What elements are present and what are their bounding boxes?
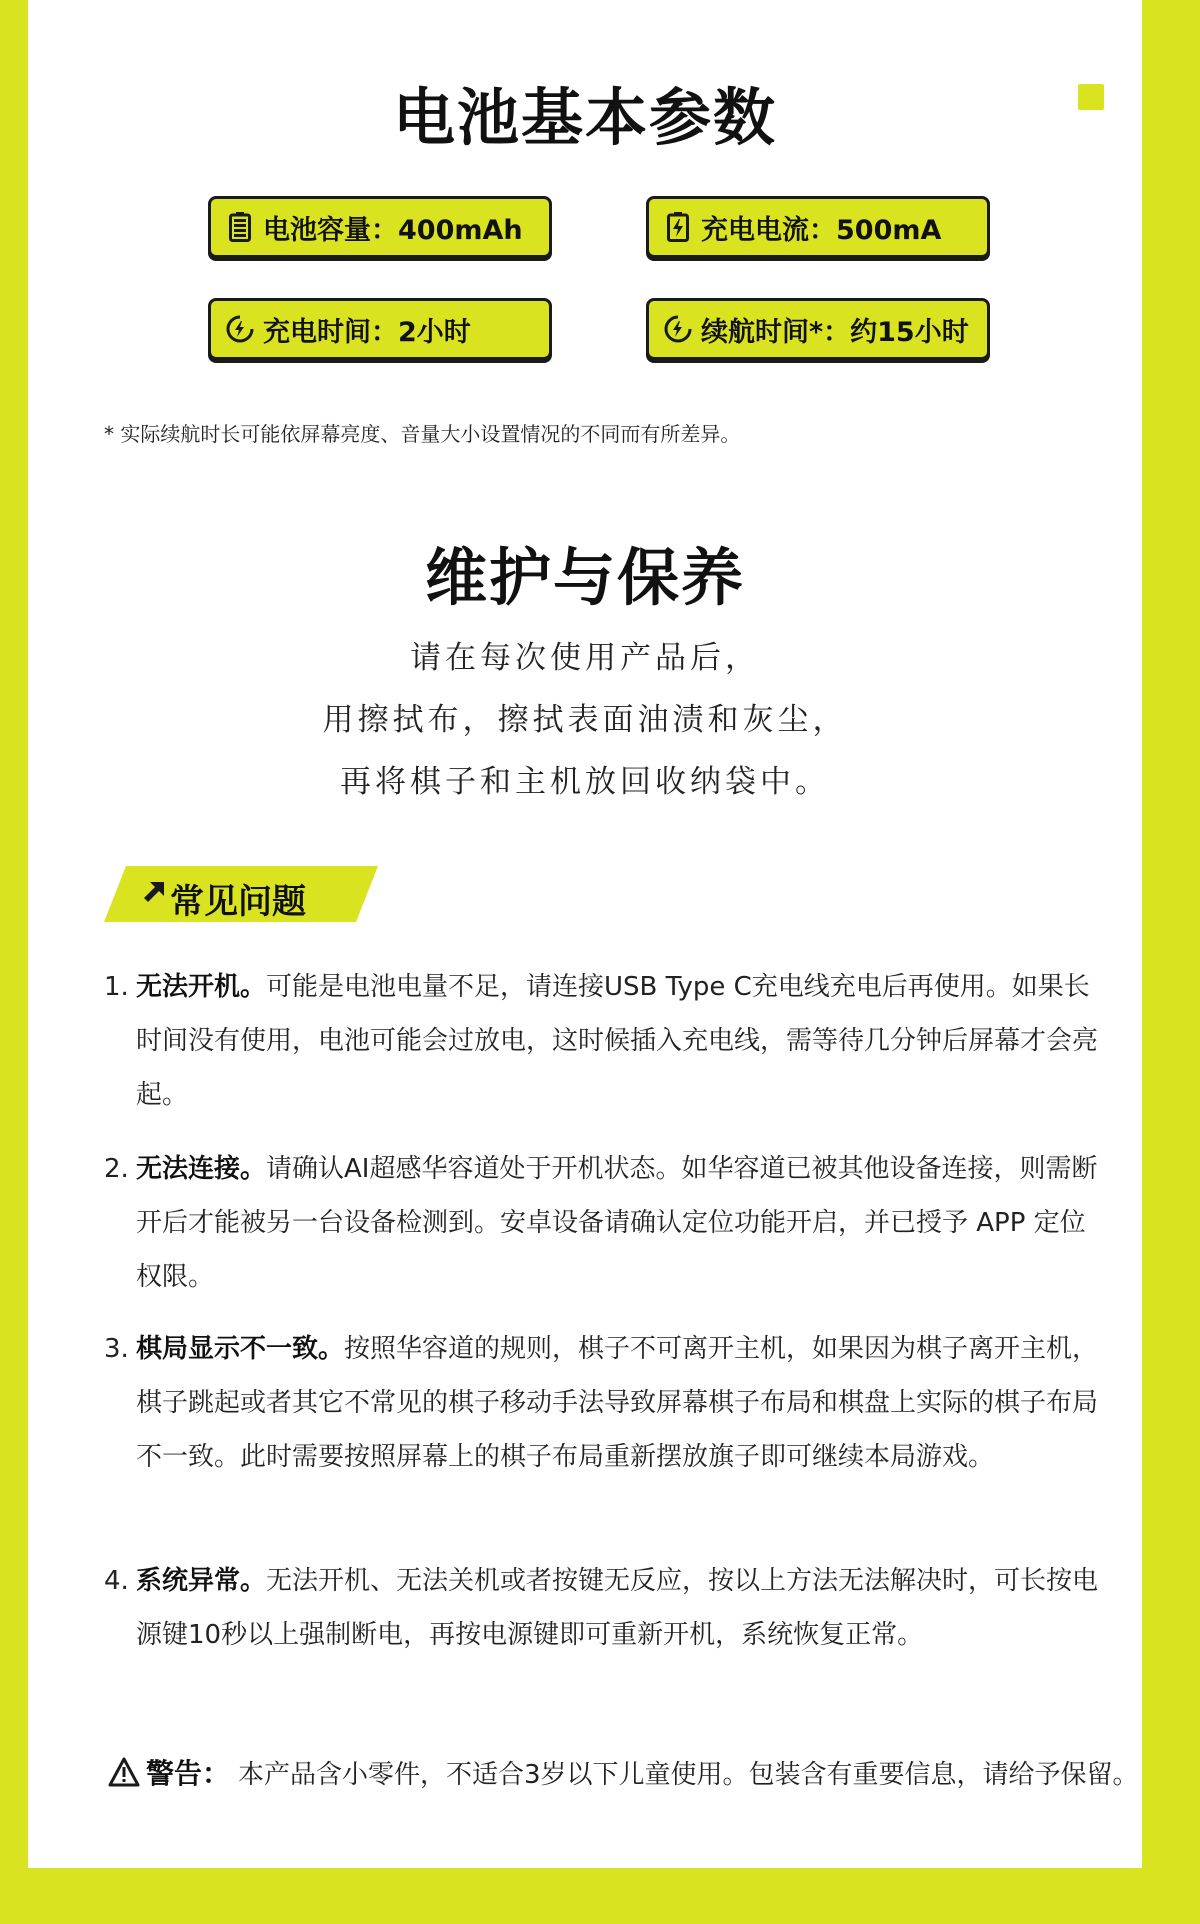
faq-item-text: 可能是电池电量不足，请连接USB Type C充电线充电后再使用。如果长时间没有使用，电池可能会过放电，这时候插入充电线，需等待几分钟后屏幕才会亮起。	[136, 972, 1099, 1110]
warning-triangle-icon	[108, 1757, 140, 1787]
spec-pill-capacity	[208, 196, 552, 258]
spec-label: 续航时间*：约15小时	[701, 316, 969, 348]
faq-item-number: 3.	[104, 1334, 129, 1364]
warning-text: 本产品含小零件，不适合3岁以下儿童使用。包装含有重要信息，请给予保留。	[238, 1759, 1139, 1790]
warning-label: 警告：	[146, 1757, 231, 1790]
spec-label: 电池容量：400mAh	[263, 214, 523, 246]
spec-pill-runtime	[646, 298, 990, 360]
charge-clock-icon	[225, 314, 255, 344]
faq-item-number: 1.	[104, 972, 129, 1002]
spec-pill-charge-time	[208, 298, 552, 360]
faq-item-title: 系统异常。	[136, 1566, 267, 1596]
battery-title: 电池基本参数	[392, 81, 777, 154]
faq-item-title: 无法连接。	[136, 1154, 267, 1184]
charging-battery-icon	[663, 212, 693, 242]
faq-item-text: 按照华容道的规则，棋子不可离开主机，如果因为棋子离开主机，棋子跳起或者其它不常见的棋子移动手法导致屏幕棋子布局和棋盘上实际的棋子布局不一致。此时需要按照屏幕上的棋子布局重新摆放旗子即可继续本局游戏。	[136, 1334, 1099, 1472]
faq-item-text: 无法开机、无法关机或者按键无反应，按以上方法无法解决时，可长按电源键10秒以上强制断电，再按电源键即可重新开机，系统恢复正常。	[136, 1566, 1099, 1650]
faq-item-number: 2.	[104, 1154, 129, 1184]
faq-item	[104, 1554, 1104, 1662]
care-title: 维护与保养	[424, 541, 745, 614]
faq-item-text: 请确认AI超感华容道处于开机状态。如华容道已被其他设备连接，则需断开后才能被另一台设备检测到。安卓设备请确认定位功能开启，并已授予 APP 定位权限。	[136, 1154, 1098, 1292]
care-line: 用擦拭布，擦拭表面油渍和灰尘，	[322, 702, 848, 738]
faq-item-title: 棋局显示不一致。	[136, 1334, 345, 1364]
care-line: 请在每次使用产品后，	[410, 640, 760, 676]
spec-label: 充电电流：500mA	[701, 214, 942, 246]
runtime-footnote: * 实际续航时长可能依屏幕亮度、音量大小设置情况的不同而有所差异。	[104, 422, 741, 446]
faq-tag-label: 常见问题	[170, 882, 306, 922]
spec-pill-current	[646, 196, 990, 258]
faq-tag	[104, 866, 378, 922]
frame-edge	[1142, 20, 1200, 1900]
runtime-clock-icon	[663, 314, 693, 344]
care-line: 再将棋子和主机放回收纳袋中。	[340, 764, 830, 800]
faq-item-title: 无法开机。	[136, 972, 267, 1002]
frame-bottom-step	[360, 1868, 1120, 1896]
spec-label: 充电时间：2小时	[263, 316, 471, 348]
battery-icon	[225, 212, 255, 242]
faq-item	[104, 960, 1104, 1122]
faq-item	[104, 1142, 1104, 1304]
faq-item-number: 4.	[104, 1566, 129, 1596]
warning-line	[108, 1752, 1139, 1792]
faq-item	[104, 1322, 1104, 1484]
